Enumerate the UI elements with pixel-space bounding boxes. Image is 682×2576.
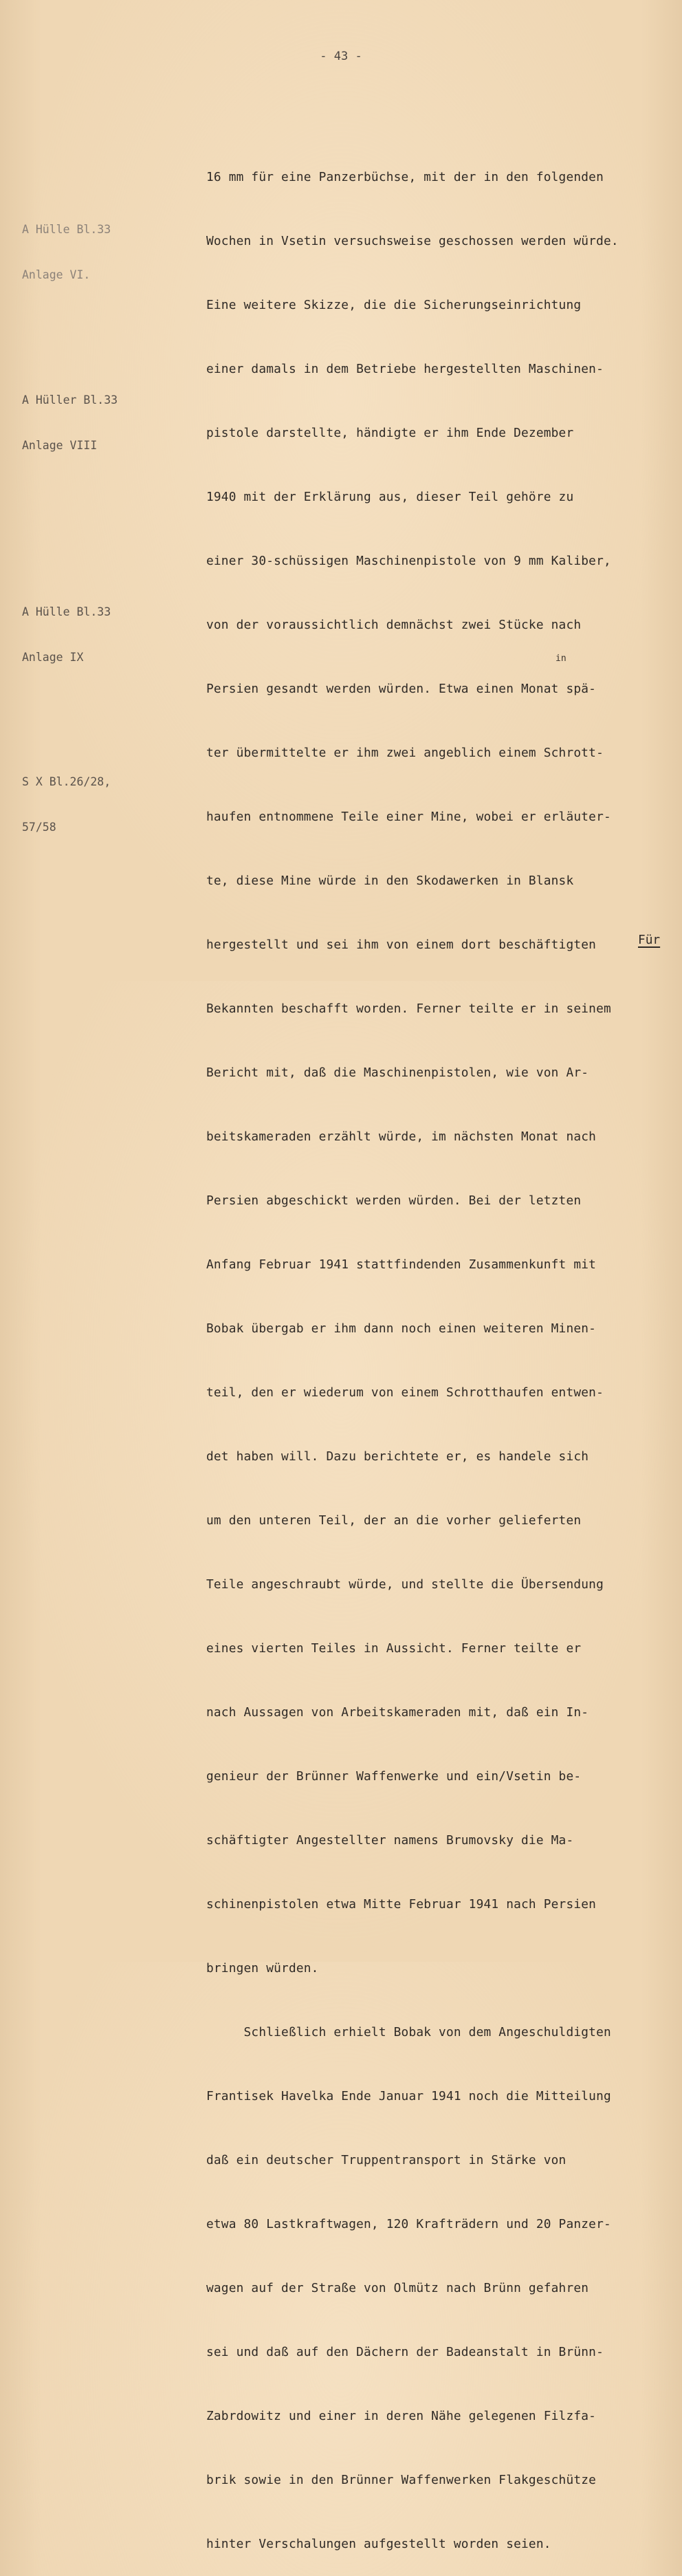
margin-note-3: [22, 574, 187, 680]
text-line: det haben will. Dazu berichtete er, es handele sich: [206, 1449, 589, 1464]
text-line: Bekannten beschafft worden. Ferner teilte er in seinem: [206, 1002, 611, 1016]
text-line: hergestellt und sei ihm von einem dort beschäftigten: [206, 938, 597, 952]
text-line: sei und daß auf den Dächern der Badeanstalt in Brünn-: [206, 2345, 604, 2359]
text-line: 1940 mit der Erklärung aus, dieser Teil gehöre zu: [206, 490, 574, 504]
text-line: ter übermittelte er ihm zwei angeblich einem Schrott-: [206, 746, 604, 760]
text-line: pistole darstellte, händigte er ihm Ende Dezember: [206, 426, 574, 440]
text-line: schäftigter Angestellter namens Brumovsky die Ma-: [206, 1833, 574, 1848]
text-line: Persien abgeschickt werden würden. Bei der letzten: [206, 1193, 582, 1208]
text-line: um den unteren Teil, der an die vorher gelieferten: [206, 1513, 582, 1528]
text-line: Bobak übergab er ihm dann noch einen weiteren Minen-: [206, 1321, 597, 1336]
text-line: te, diese Mine würde in den Skodawerken in Blansk: [206, 874, 574, 888]
text-line: Persien gesandt werden würden. Etwa einen Monat spä-: [206, 682, 597, 696]
text-line: etwa 80 Lastkraftwagen, 120 Krafträdern und 20 Panzer-: [206, 2217, 611, 2231]
page-number: - 43 -: [320, 50, 362, 63]
body-text: [206, 124, 682, 2576]
text-line: daß ein deutscher Truppentransport in Stärke von: [206, 2153, 566, 2167]
text-line: einer 30-schüssigen Maschinenpistole von 9 mm Kaliber,: [206, 554, 611, 568]
margin-note-line: A Hüller Bl.33: [22, 393, 118, 407]
text-line: Anfang Februar 1941 stattfindenden Zusammenkunft mit: [206, 1257, 597, 1272]
text-line: nach Aussagen von Arbeitskameraden mit, daß ein In-: [206, 1705, 589, 1720]
text-line: Wochen in Vsetin versuchsweise geschossen werden würde.: [206, 234, 619, 248]
text-line: teil, den er wiederum von einem Schrotthaufen entwen-: [206, 1385, 604, 1400]
interlinear-insert: in: [556, 653, 566, 664]
text-line: Teile angeschraubt würde, und stellte die Übersendung: [206, 1577, 604, 1592]
text-line: Schließlich erhielt Bobak von dem Angeschuldigten: [206, 2025, 611, 2039]
text-line: 16 mm für eine Panzerbüchse, mit der in den folgenden: [206, 170, 604, 184]
margin-note-line: Anlage VIII: [22, 439, 98, 452]
text-line: bringen würden.: [206, 1961, 319, 1976]
text-line: schinenpistolen etwa Mitte Februar 1941 nach Persien: [206, 1897, 597, 1912]
text-line: hinter Verschalungen aufgestellt worden seien.: [206, 2537, 551, 2551]
text-line: Frantisek Havelka Ende Januar 1941 noch die Mitteilung: [206, 2089, 611, 2103]
text-line: beitskameraden erzählt würde, im nächsten Monat nach: [206, 1129, 597, 1144]
text-line: eines vierten Teiles in Aussicht. Ferner teilte er: [206, 1641, 582, 1656]
margin-note-line: A Hülle Bl.33: [22, 605, 111, 618]
text-line: brik sowie in den Brünner Waffenwerken Flakgeschütze: [206, 2473, 597, 2487]
text-line: genieur der Brünner Waffenwerke und ein/Vsetin be-: [206, 1769, 582, 1784]
text-line: haufen entnommene Teile einer Mine, wobei er erläuter-: [206, 810, 611, 824]
margin-note-line: S X Bl.26/28,: [22, 775, 111, 788]
text-line: einer damals in dem Betriebe hergestellten Maschinen-: [206, 362, 604, 376]
text-line: Eine weitere Skizze, die die Sicherungseinrichtung: [206, 298, 582, 312]
margin-note-line: Anlage IX: [22, 651, 84, 664]
text-line: wagen auf der Straße von Olmütz nach Brünn gefahren: [206, 2281, 589, 2295]
margin-note-2: [22, 362, 187, 468]
margin-note-line: Anlage VI.: [22, 268, 91, 281]
text-line: Bericht mit, daß die Maschinenpistolen, wie von Ar-: [206, 1065, 589, 1080]
catchword: Für: [638, 933, 661, 947]
margin-note-1: [22, 192, 187, 298]
margin-note-line: A Hülle Bl.33: [22, 223, 111, 236]
margin-note-4: [22, 744, 187, 850]
text-line: von der voraussichtlich demnächst zwei Stücke nach: [206, 618, 582, 632]
text-line: Zabrdowitz und einer in deren Nähe gelegenen Filzfa-: [206, 2409, 597, 2423]
margin-note-line: 57/58: [22, 821, 56, 834]
